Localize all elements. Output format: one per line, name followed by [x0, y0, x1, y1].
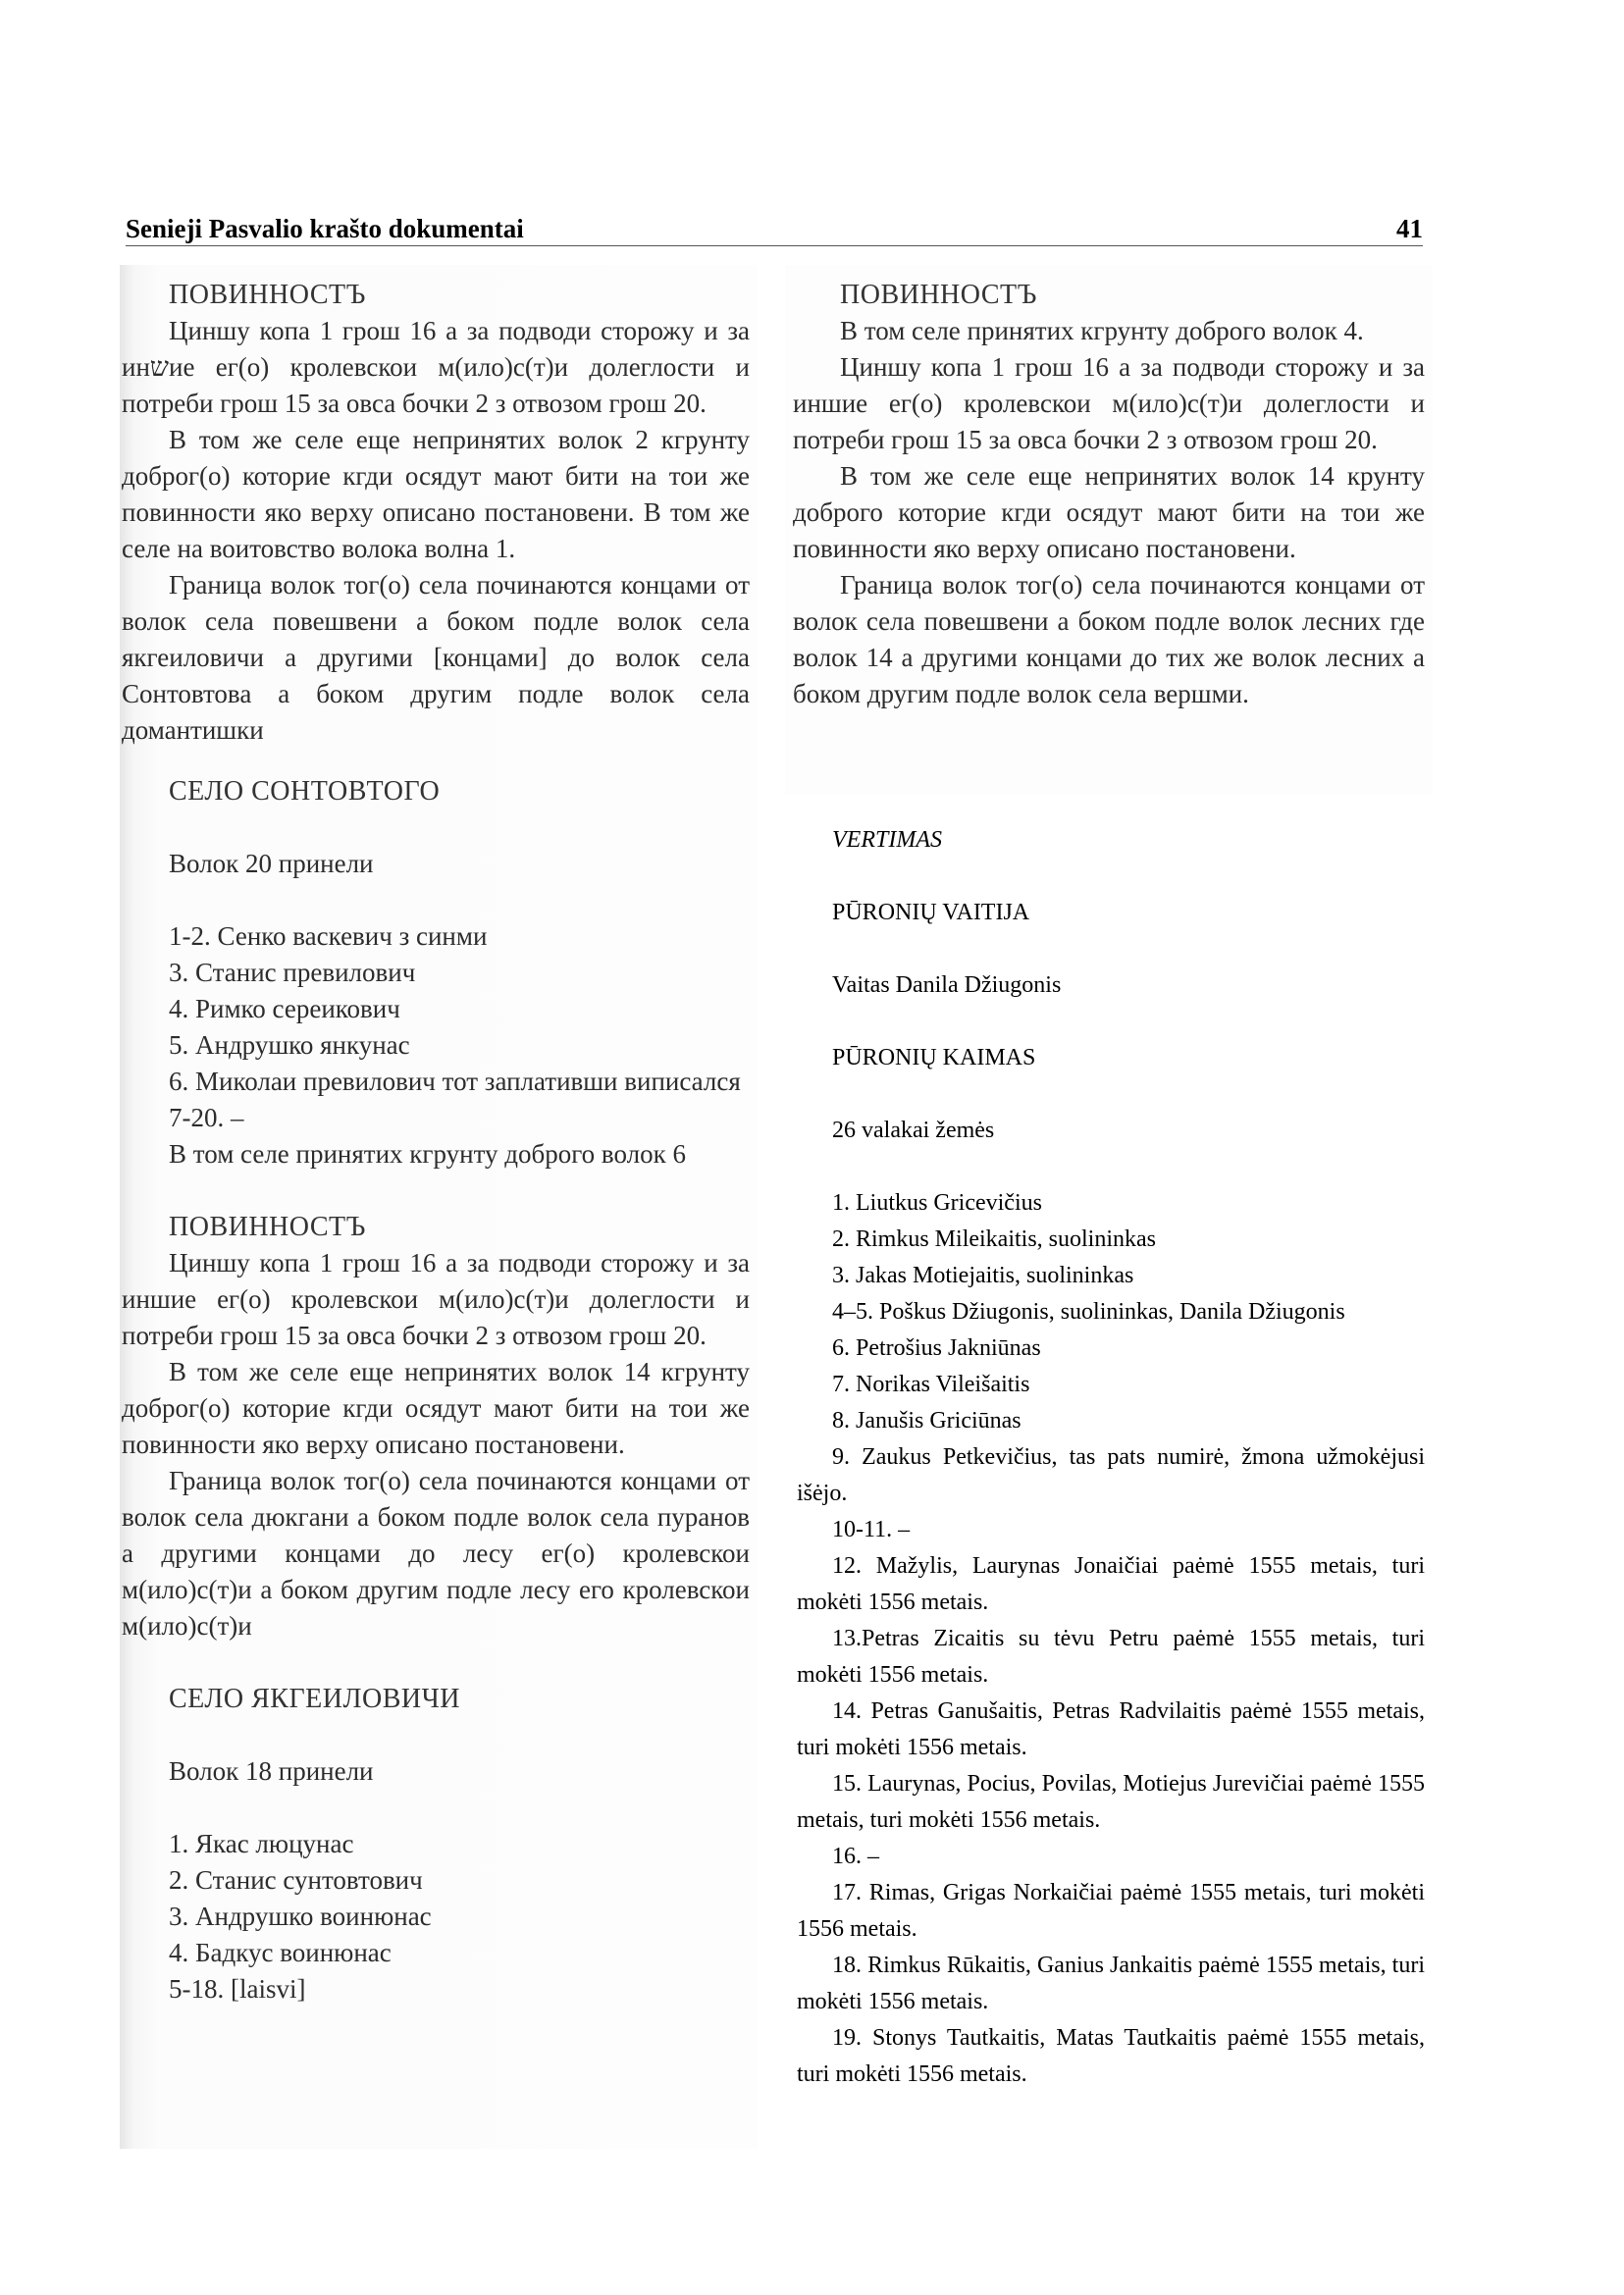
- list-item: 5-18. [laisvi]: [169, 1974, 306, 2004]
- translation-label: VERTIMAS: [832, 827, 942, 853]
- list-item: 3. Jakas Motiejaitis, suolininkas: [832, 1263, 1134, 1288]
- page-number: 41: [1396, 214, 1423, 243]
- list-item: 7. Norikas Vileišaitis: [832, 1372, 1030, 1397]
- list-item: 6. Petrošius Jakniūnas: [832, 1335, 1041, 1361]
- list-item: 4–5. Poškus Džiugonis, suolininkas, Danila Džiugonis: [832, 1299, 1345, 1325]
- section-heading: ПОВИННОСТЪ: [840, 280, 1037, 310]
- list-item: 1-2. Сенко васкевич з синми: [169, 921, 488, 951]
- village-heading: СЕЛО СОНТОВТОГО: [169, 776, 441, 807]
- paragraph: В том же селе еще непринятих волок 2 кгрунту доброг(о) которие кгди осядут мают бити на тои же повинности яко верху описано постановени. В том же селе на воитовство волока волна 1.: [122, 425, 750, 563]
- paragraph: Циншу копа 1 грош 16 а за подводи сторожу и за иншие ег(о) кролевскои м(ило)с(т)и долеглости и потреби грош 15 за овса бочки 2 з отвозом грош 20.: [793, 352, 1425, 454]
- translation-section: [797, 822, 1425, 2093]
- section-heading: ПОВИННОСТЪ: [169, 1212, 366, 1242]
- paragraph: В том селе принятих кгрунту доброго волок 4.: [840, 316, 1364, 345]
- district-heading: PŪRONIŲ VAITIJA: [832, 900, 1030, 925]
- voloks-count: Волок 18 принели: [169, 1756, 374, 1786]
- list-item: 13.Petras Zicaitis su tėvu Petru paėmė 1555 metais, turi mokėti 1556 metais.: [797, 1626, 1425, 1688]
- list-item: 12. Mažylis, Laurynas Jonaičiai paėmė 1555 metais, turi mokėti 1556 metais.: [797, 1553, 1425, 1615]
- list-item: 7-20. –: [169, 1103, 244, 1132]
- section-heading: ПОВИННОСТЪ: [169, 280, 366, 310]
- paragraph: Граница волок тог(о) села починаются концами от волок села повешвени а боком подле волок села якгеиловичи а другими [концами] до волок села Сонтовтова а боком другим подле волок села домантишки: [122, 570, 750, 745]
- right-column-original-text: [793, 277, 1425, 712]
- list-item: 17. Rimas, Grigas Norkaičiai paėmė 1555 metais, turi mokėti 1556 metais.: [797, 1880, 1425, 1942]
- paragraph: В том же селе еще непринятих волок 14 кгрунту доброг(о) которие кгди осядут мают бити на тои же повинности яко верху описано постановени.: [122, 1357, 750, 1459]
- list-item: 9. Zaukus Petkevičius, tas pats numirė, žmona užmokėjusi išėjo.: [797, 1444, 1425, 1506]
- paragraph: Граница волок тог(о) села починаются концами от волок села дюкгани а боком подле волок села пуранов а другими концами до лесу ег(о) кролевскои м(ило)с(т)и а боком другим подле лесу его кролевскои м(ило)с(т)и: [122, 1466, 750, 1641]
- list-item: 2. Станис сунтовтович: [169, 1865, 423, 1895]
- voloks-count: Волок 20 принели: [169, 849, 374, 878]
- running-header: [126, 210, 1423, 245]
- vaitas-name: Vaitas Danila Džiugonis: [832, 972, 1062, 998]
- list-item: 4. Бадкус воинюнас: [169, 1938, 392, 1967]
- land-count: 26 valakai žemės: [832, 1118, 995, 1143]
- paragraph: Граница волок тог(о) села починаются концами от волок села повешвени а боком подле волок лесних где волок 14 а другими концами до тих же волок лесних а боком другим подле волок села вершми.: [793, 570, 1425, 708]
- list-item: 15. Laurynas, Pocius, Povilas, Motiejus Jurevičiai paėmė 1555 metais, turi mokėti 1556 metais.: [797, 1771, 1425, 1833]
- list-item: 16. –: [832, 1844, 879, 1869]
- paragraph: Циншу копа 1 грош 16 а за подводи сторожу и за иншие ег(о) кролевскои м(ило)с(т)и долеглости и потреби грош 15 за овса бочки 2 з отвозом грош 20.: [122, 1248, 750, 1350]
- list-item: 1. Якас люцунас: [169, 1829, 354, 1858]
- paragraph: Циншу копа 1 грош 16 а за подводи сторожу и за инשие ег(о) кролевскои м(ило)с(т)и долеглости и потреби грош 15 за овса бочки 2 з отвозом грош 20.: [122, 316, 750, 418]
- village-heading: PŪRONIŲ KAIMAS: [832, 1045, 1036, 1070]
- list-item: 18. Rimkus Rūkaitis, Ganius Jankaitis paėmė 1555 metais, turi mokėti 1556 metais.: [797, 1953, 1425, 2014]
- list-item: 10-11. –: [832, 1517, 911, 1542]
- header-rule: [126, 245, 1423, 246]
- list-item: 19. Stonys Tautkaitis, Matas Tautkaitis paėmė 1555 metais, turi mokėti 1556 metais.: [797, 2025, 1425, 2087]
- list-item: 5. Андрушко янкунас: [169, 1030, 410, 1060]
- list-item: 8. Janušis Griciūnas: [832, 1408, 1022, 1434]
- village-heading: СЕЛО ЯКГЕИЛОВИЧИ: [169, 1684, 461, 1714]
- accepted-voloks: В том селе принятих кгрунту доброго волок 6: [169, 1139, 686, 1169]
- list-item: 14. Petras Ganušaitis, Petras Radvilaitis paėmė 1555 metais, turi mokėti 1556 metais.: [797, 1698, 1425, 1760]
- list-item: 1. Liutkus Gricevičius: [832, 1190, 1042, 1216]
- list-item: 3. Андрушко воинюнас: [169, 1902, 432, 1931]
- list-item: 4. Римко сереикович: [169, 994, 400, 1023]
- list-item: 3. Станис превилович: [169, 958, 416, 987]
- book-title: Senieji Pasvalio krašto dokumentai: [126, 214, 524, 243]
- paragraph: В том же селе еще непринятих волок 14 крунту доброго которие кгди осядут мают бити на тои же повинности яко верху описано постановени.: [793, 461, 1425, 563]
- list-item: 2. Rimkus Mileikaitis, suolininkas: [832, 1226, 1157, 1252]
- left-column-original-text: [122, 277, 750, 2008]
- list-item: 6. Миколаи превилович тот заплативши виписался: [169, 1067, 741, 1096]
